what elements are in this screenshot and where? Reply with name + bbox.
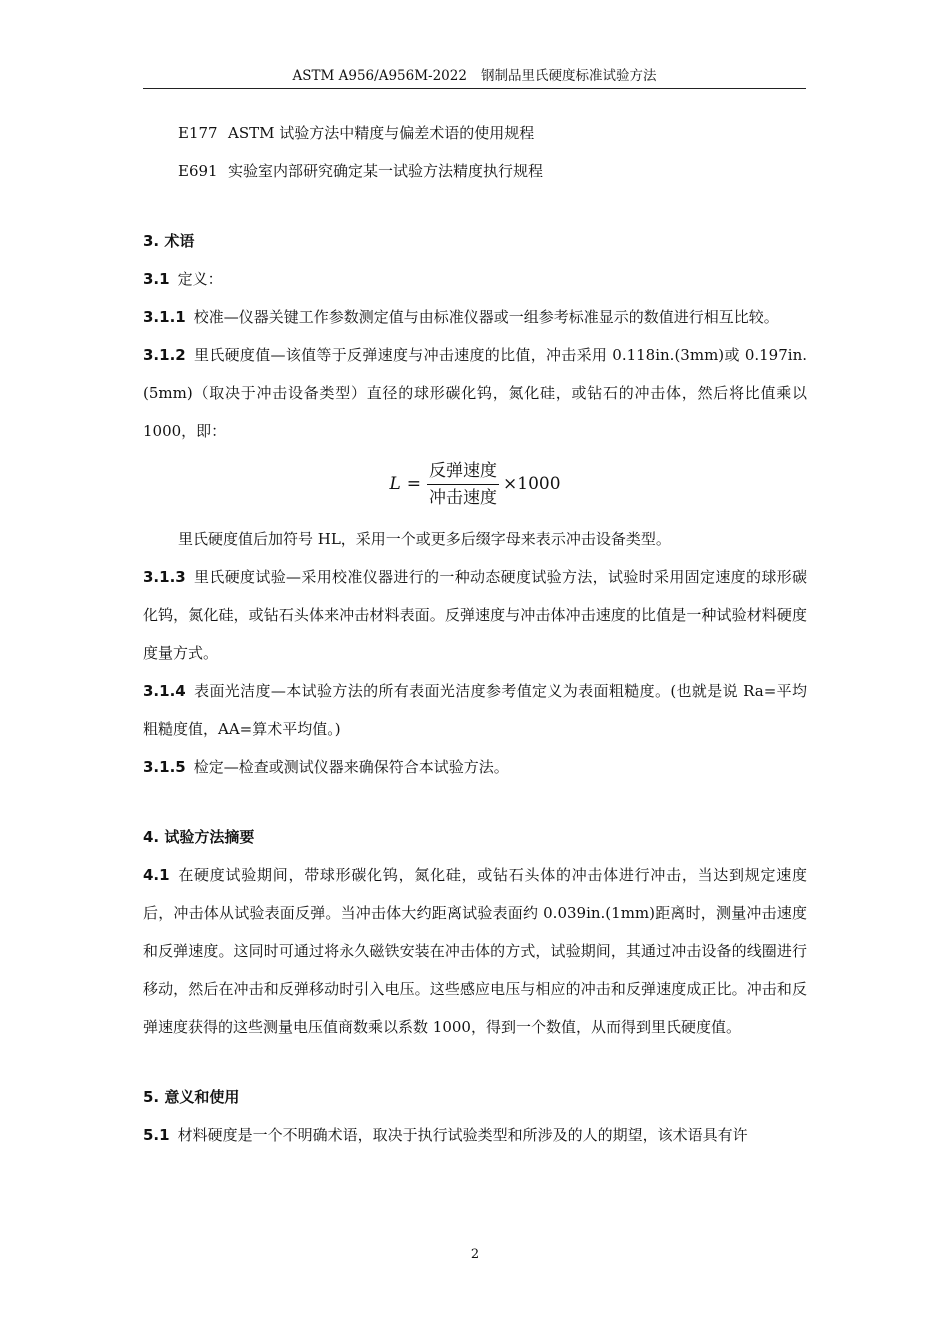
- formula-numerator: 反弹速度: [427, 459, 499, 485]
- formula-variable: L: [389, 474, 401, 494]
- clause-3-1-2: [143, 336, 807, 450]
- section-heading: 5. 意义和使用: [143, 1088, 240, 1106]
- clause-number: 5.1: [143, 1126, 170, 1144]
- reference-text: 实验室内部研究确定某一试验方法精度执行规程: [228, 162, 544, 180]
- clause-number: 3.1.5: [143, 758, 186, 776]
- document-body: [143, 114, 807, 1154]
- clause-number: 3.1.1: [143, 308, 186, 326]
- clause-3-1-3: [143, 558, 807, 672]
- clause-number: 3.1.3: [143, 568, 186, 586]
- section-heading: 3. 术语: [143, 232, 195, 250]
- page-number: 2: [470, 1247, 480, 1262]
- clause-4-1: [143, 856, 807, 1046]
- section-heading: 4. 试验方法摘要: [143, 828, 255, 846]
- formula-multiplier: ×1000: [503, 474, 561, 494]
- formula-equals: =: [406, 474, 422, 494]
- formula-fraction: [427, 459, 499, 510]
- clause-3-1: [143, 260, 807, 298]
- leeb-formula: [143, 454, 807, 514]
- clause-number: 3.1.2: [143, 346, 186, 364]
- reference-item: [143, 114, 807, 152]
- running-header: [143, 66, 806, 89]
- reference-item: [143, 152, 807, 190]
- clause-text: 检定—检查或测试仪器来确保符合本试验方法。: [193, 758, 509, 776]
- clause-text: 在硬度试验期间，带球形碳化钨，氮化硅，或钻石头体的冲击体进行冲击，当达到规定速度后，冲击体从试验表面反弹。当冲击体大约距离试验表面约 0.039in.(1mm)距离时，测量冲击速度和反弹速度。这同时可通过将永久磁铁安装在冲击体的方式，试验期间，其通过冲击设备的线圈进行移动，然后在冲击和反弹移动时引入电压。这些感应电压与相应的冲击和反弹速度成正比。冲击和反弹速度获得的这些测量电压值商数乘以系数 1000，得到一个数值，从而得到里氏硬度值。: [143, 866, 807, 1036]
- header-title: 钢制品里氏硬度标准试验方法: [480, 68, 657, 84]
- clause-text: 里氏硬度试验—采用校准仪器进行的一种动态硬度试验方法，试验时采用固定速度的球形碳化钨，氮化硅，或钻石头体来冲击材料表面。反弹速度与冲击体冲击速度的比值是一种试验材料硬度度量方式。: [143, 568, 807, 662]
- reference-code: E177: [178, 124, 218, 142]
- reference-text: ASTM 试验方法中精度与偏差术语的使用规程: [228, 124, 535, 142]
- clause-text: 材料硬度是一个不明确术语，取决于执行试验类型和所涉及的人的期望，该术语具有许: [177, 1126, 748, 1144]
- header-standard-code: ASTM A956/A956M-2022: [292, 68, 467, 84]
- clause-3-1-5: [143, 748, 807, 786]
- clause-text: 定义：: [177, 270, 223, 288]
- clause-text: 里氏硬度值—该值等于反弹速度与冲击速度的比值，冲击采用 0.118in.(3mm)或 0.197in.(5mm)（取决于冲击设备类型）直径的球形碳化钨，氮化硅，或钻石的冲击体，然后将比值乘以 1000，即：: [143, 346, 807, 440]
- clause-5-1: [143, 1116, 807, 1154]
- reference-code: E691: [178, 162, 218, 180]
- formula-denominator: 冲击速度: [429, 487, 498, 508]
- clause-3-1-4: [143, 672, 807, 748]
- clause-3-1-1: [143, 298, 807, 336]
- clause-text: 表面光洁度—本试验方法的所有表面光洁度参考值定义为表面粗糙度。(也就是说 Ra=平均粗糙度值，AA=算术平均值。): [143, 682, 807, 738]
- clause-number: 3.1: [143, 270, 170, 288]
- formula-note: 里氏硬度值后加符号 HL，采用一个或更多后缀字母来表示冲击设备类型。: [178, 530, 671, 548]
- clause-text: 校准—仪器关键工作参数测定值与由标准仪器或一组参考标准显示的数值进行相互比较。: [193, 308, 779, 326]
- clause-number: 4.1: [143, 866, 170, 884]
- clause-number: 3.1.4: [143, 682, 186, 700]
